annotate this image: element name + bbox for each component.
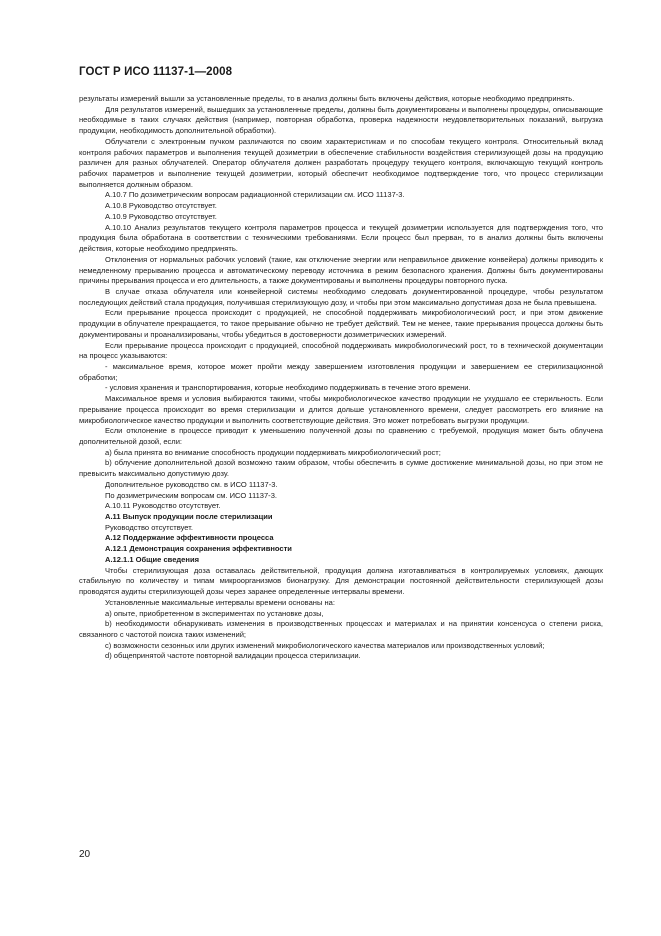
paragraph: а) опыте, приобретенном в экспериментах по установке дозы, (105, 608, 324, 618)
paragraph: Если прерывание процесса происходит с продукцией, не способной поддерживать микробиологический рост, и при этом движение продукции в облучателе прекращается, то такое прерывание обычно не требует действий. Тем не менее, такие прерывания процесса должны быть документированы и проанализированы, чтобы убедиться в достоверности дозиметрических измерений. (79, 308, 603, 339)
paragraph: А.10.8 Руководство отсутствует. (105, 201, 217, 211)
paragraph: Дополнительное руководство см. в ИСО 11137-3. (105, 479, 278, 489)
paragraph: А.12 Поддержание эффективности процесса (105, 533, 274, 543)
paragraph: а) была принята во внимание способность продукции поддерживать микробиологический рост; (105, 447, 441, 457)
paragraph: Для результатов измерений, вышедших за установленные пределы, должны быть документированы и выполнены процедуры, описывающие необходимые в таких случаях действия (например, повторная обработка, проверка надежности неудовлетворительных показаний, выгрузка продукции, необходимость дополнительной обработки). (79, 104, 603, 136)
paragraph: Чтобы стерилизующая доза оставалась действительной, продукция должна изготавливаться в контролируемых условиях, дающих стабильную по количеству и типам микроорганизмов бионагрузку. Для демонстрации постоянной действительности стерилизующей дозы проводятся аудиты стерилизующей дозы через заранее определенные интервалы времени. (79, 565, 603, 597)
paragraph: А.12.1 Демонстрация сохранения эффективности (105, 544, 292, 554)
paragraph: А.10.11 Руководство отсутствует. (105, 501, 221, 511)
paragraph: Облучатели с электронным пучком различаются по своим характеристикам и по способам текущего контроля. Относительный вклад контроля рабочих параметров и выполнения текущей дозиметрии в обеспечение стабильности воздействия стерилизующей дозы на продукцию различен для разных облучателей. Оператор облучателя должен разработать процедуру текущего контроля, включающую текущий контроль рабочих параметров и выполнение текущей дозиметрии, который обеспечит необходимое подтверждение того, что процесс стерилизации выполняется должным образом. (79, 136, 603, 189)
paragraph: d) общепринятой частоте повторной валидации процесса стерилизации. (105, 651, 361, 661)
paragraph: результаты измерений вышли за установленные пределы, то в анализ должны быть включены действия, которые необходимо предпринять. (79, 94, 575, 103)
paragraph: А.10.9 Руководство отсутствует. (105, 211, 217, 221)
paragraph: По дозиметрическим вопросам см. ИСО 11137-3. (105, 490, 277, 500)
paragraph: А.10.10 Анализ результатов текущего контроля параметров процесса и текущей дозиметрии используется для подтверждения того, что продукция была обработана в соответствии с техническими требованиями. Если процесс был прерван, то в анализ должны быть включены действия, которые необходимо предпринять. (79, 222, 603, 254)
document-body (79, 94, 603, 662)
paragraph: b) необходимости обнаруживать изменения в производственных процессах и материалах и на принятии консенсуса о степени риска, связанного с частотой поиска таких изменений; (79, 619, 603, 639)
paragraph: Если отклонение в процессе приводит к уменьшению полученной дозы по сравнению с требуемой, продукция может быть облучена дополнительной дозой, если: (79, 426, 603, 446)
paragraph: А.11 Выпуск продукции после стерилизации (105, 512, 273, 522)
paragraph: Если прерывание процесса происходит с продукцией, способной поддерживать микробиологический рост, то в технической документации на процесс указываются: (79, 340, 603, 361)
page-number: 20 (79, 849, 91, 860)
paragraph: В случае отказа облучателя или конвейерной системы необходимо следовать документированной процедуре, чтобы результатом последующих действий стала продукция, получившая стерилизующую дозу, и чтобы при этом максимально допустимая доза не была превышена. (79, 286, 603, 307)
paragraph: Установленные максимальные интервалы времени основаны на: (105, 597, 335, 607)
paragraph: Руководство отсутствует. (105, 522, 193, 532)
paragraph: - максимальное время, которое может пройти между завершением изготовления продукции и завершением ее стерилизационной обработки; (79, 361, 603, 382)
paragraph: А.12.1.1 Общие сведения (105, 554, 199, 564)
paragraph: b) облучение дополнительной дозой возможно таким образом, чтобы обеспечить в сумме достижение минимальной дозы, но при этом не превысить максимально допустимую дозу. (79, 458, 603, 479)
paragraph: с) возможности сезонных или других изменений микробиологического качества материалов или производственных условий; (105, 640, 545, 650)
paragraph: Отклонения от нормальных рабочих условий (такие, как отключение энергии или неправильное движение конвейера) должны приводить к немедленному прерыванию процесса и автоматическому переводу источника в режим безопасного хранения. Должны быть документированы причины прерывания процесса и его длительность, а также документированы и выполнены процедуры повторного пуска. (79, 254, 603, 286)
paragraph: Максимальное время и условия выбираются такими, чтобы микробиологическое качество продукции не ухудшало ее стерильность. Если прерывание процесса происходит во время стерилизации и длится дольше установленного времени, следует рассмотреть его влияние на микробиологическое качество продукции и выполнить соответствующие действия. Это может потребовать выгрузки продукции. (79, 394, 603, 425)
paragraph: А.10.7 По дозиметрическим вопросам радиационной стерилизации см. ИСО 11137-3. (105, 190, 405, 200)
paragraph: - условия хранения и транспортирования, которые необходимо поддерживать в течение этого времени. (105, 383, 471, 393)
document-header: ГОСТ Р ИСО 11137-1—2008 (79, 66, 233, 78)
